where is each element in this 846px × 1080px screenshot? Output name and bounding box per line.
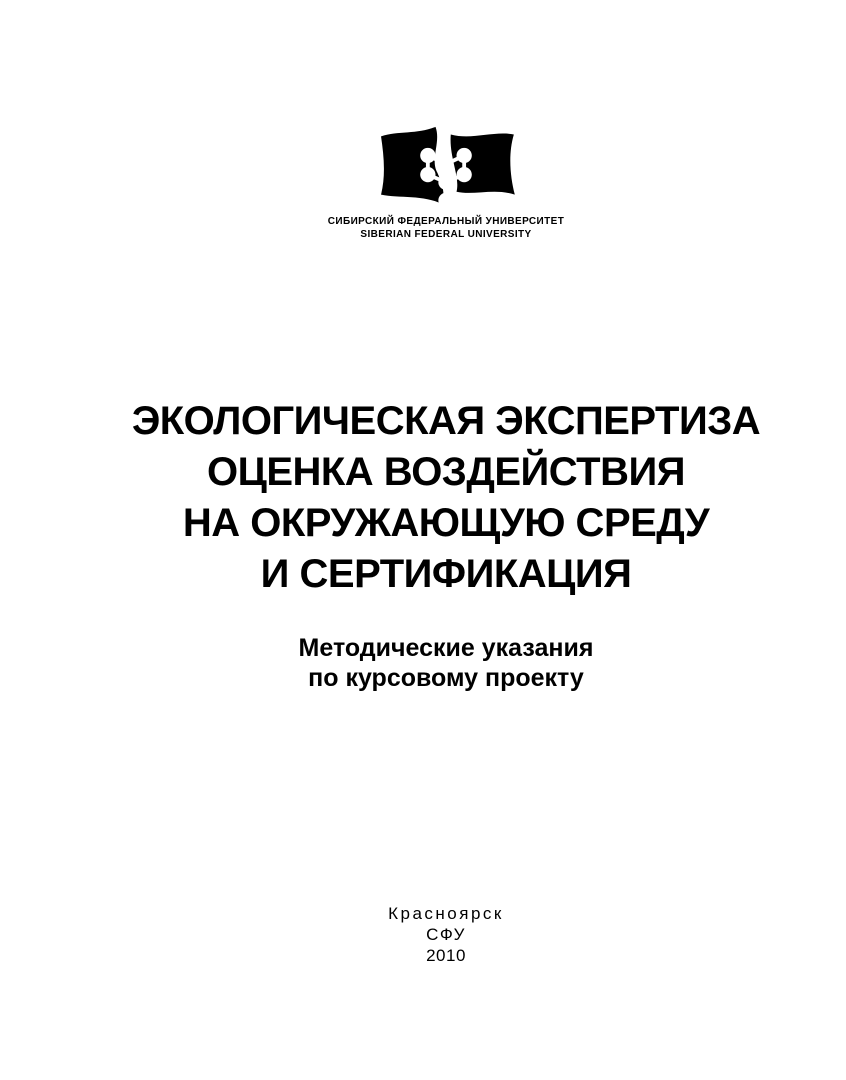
imprint-block: [46, 903, 846, 966]
imprint-city: Красноярск: [388, 904, 504, 923]
subtitle-line-1: Методические указания: [298, 634, 594, 662]
subtitle-line-2: по курсовому проекту: [308, 664, 584, 692]
imprint-publisher: СФУ: [426, 925, 466, 944]
title-line-3: НА ОКРУЖАЮЩУЮ СРЕДУ: [182, 501, 710, 545]
university-name-en: SIBERIAN FEDERAL UNIVERSITY: [360, 229, 532, 240]
university-name: [46, 215, 846, 241]
book-title: [46, 396, 846, 600]
title-line-4: И СЕРТИФИКАЦИЯ: [260, 552, 632, 596]
university-name-ru: СИБИРСКИЙ ФЕДЕРАЛЬНЫЙ УНИВЕРСИТЕТ: [327, 216, 565, 227]
title-line-1: ЭКОЛОГИЧЕСКАЯ ЭКСПЕРТИЗА: [131, 399, 761, 443]
logo-block: [46, 123, 846, 241]
sfu-flag-logo: [371, 123, 521, 209]
subtitle: [46, 633, 846, 693]
page-content: [46, 0, 846, 1080]
title-line-2: ОЦЕНКА ВОЗДЕЙСТВИЯ: [206, 450, 685, 494]
imprint-year: 2010: [426, 946, 466, 965]
